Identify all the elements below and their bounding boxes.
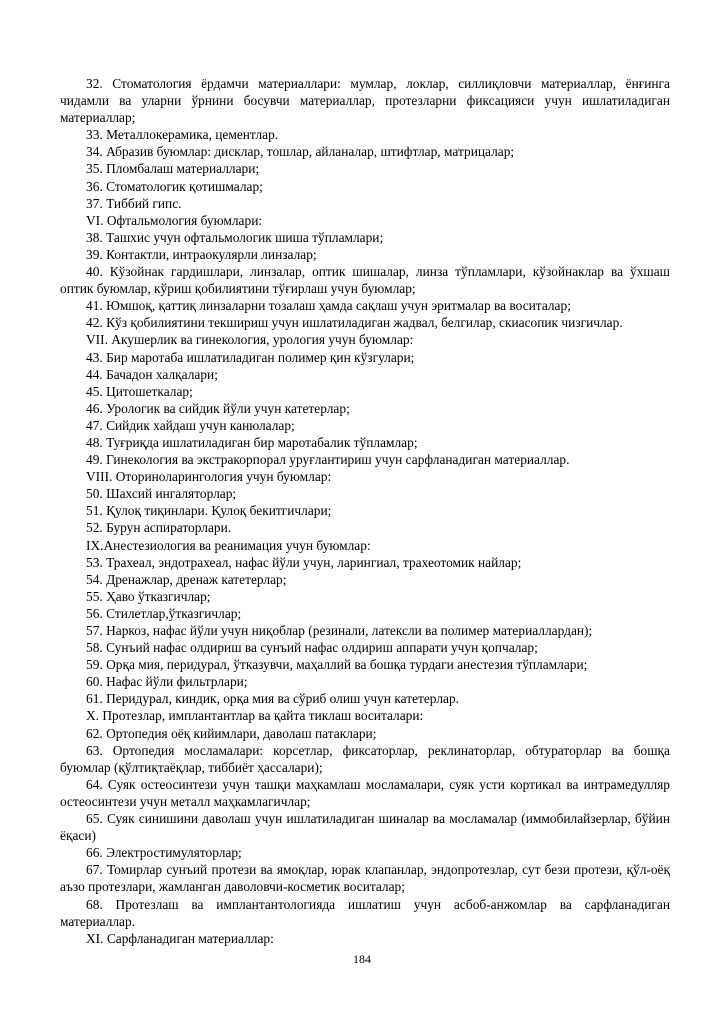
list-item: 54. Дренажлар, дренаж катетерлар;	[86, 571, 287, 587]
list-item: 68. Протезлаш ва имплантантологияда ишлатиш учун асбоб-анжомлар ва сарфланадиган материаллар.	[60, 896, 670, 929]
list-item: 41. Юмшоқ, қаттиқ линзаларни тозалаш ҳамда сақлаш учун эритмалар ва воситалар;	[86, 298, 571, 314]
list-item: 37. Тиббий гипс.	[86, 195, 182, 211]
list-item: 55. Ҳаво ўтказгичлар;	[86, 588, 211, 604]
section-heading: IX.Анестезиология ва реанимация учун буюмлар:	[86, 537, 371, 553]
list-item: 40. Кўзойнак гардишлари, линзалар, оптик шишалар, линза тўпламлари, кўзойнаклар ва ўхшаш оптик буюмлар, кўриш қобилиятини тўғирлаш учун буюмлар;	[60, 264, 670, 297]
list-item: 65. Суяк синишини даволаш учун ишлатиладиган шиналар ва мосламалар (иммобилайзерлар, бўйин ёқаси)	[60, 811, 670, 844]
list-item: 59. Орқа мия, перидурал, ўтказувчи, маҳаллий ва бошқа турдаги анестезия тўпламлари;	[86, 657, 588, 673]
list-item: 44. Бачадон халқалари;	[86, 366, 218, 382]
list-item: 32. Стоматология ёрдамчи материаллари: мумлар, локлар, силлиқловчи материаллар, ёнғинга чидамли ва уларни ўрнини босувчи материаллар, протезларни фиксацияси учун ишлатиладиган материаллар;	[60, 76, 670, 126]
list-item: 42. Кўз қобилиятини текшириш учун ишлатиладиган жадвал, белгилар, скиасопик чизгичлар.	[86, 315, 623, 331]
section-heading: VI. Офтальмология буюмлари:	[86, 212, 263, 228]
list-item: 56. Стилетлар,ўтказгичлар;	[86, 605, 242, 621]
list-item: 47. Сийдик хайдаш учун канюлалар;	[86, 417, 295, 433]
list-item: 46. Урологик ва сийдик йўли учун катетерлар;	[86, 400, 350, 416]
list-item: 43. Бир маротаба ишлатиладиган полимер қин кўзгулари;	[86, 349, 415, 365]
section-heading: VIII. Оториноларингология учун буюмлар:	[86, 469, 332, 485]
list-item: 35. Пломбалаш материаллари;	[86, 161, 260, 177]
list-item: 49. Гинекология ва экстракорпорал уруғлантириш учун сарфланадиган материаллар.	[86, 452, 570, 468]
list-item: 51. Қулоқ тиқинлари. Қулоқ бекитгичлари;	[86, 503, 332, 519]
section-heading: X. Протезлар, имплантантлар ва қайта тиклаш воситалари:	[86, 708, 424, 724]
document-body	[60, 75, 670, 947]
list-item: 36. Стоматологик қотишмалар;	[86, 178, 263, 194]
list-item: 39. Контактли, интраокулярли линзалар;	[86, 246, 317, 262]
list-item: 53. Трахеал, эндотрахеал, нафас йўли учун, ларингиал, трахеотомик найлар;	[86, 554, 522, 570]
list-item: 62. Ортопедия оёқ кийимлари, даволаш патаклари;	[86, 725, 377, 741]
list-item: 33. Металлокерамика, цементлар.	[86, 127, 279, 143]
list-item: 64. Суяк остеосинтези учун ташқи маҳкамлаш мосламалари, суяк усти кортикал ва интрамедулляр остеосинтези учун металл маҳкамлагичлар;	[60, 776, 670, 809]
list-item: 52. Бурун аспираторлари.	[86, 520, 232, 536]
list-item: 63. Ортопедия мосламалари: корсетлар, фиксаторлар, реклинаторлар, обтураторлар ва бошқа буюмлар (қўлтиқтаёқлар, тиббиёт ҳассалари);	[60, 742, 670, 775]
list-item: 67. Томирлар сунъий протези ва ямоқлар, юрак клапанлар, эндопротезлар, сут бези протези, қўл-оёқ аъзо протезлари, жамланган даволовчи-косметик воситалар;	[60, 862, 670, 895]
list-item: 60. Нафас йўли фильтрлари;	[86, 674, 248, 690]
section-heading: XI. Сарфланадиган материаллар:	[86, 930, 274, 946]
list-item: 34. Абразив буюмлар: дисклар, тошлар, айланалар, штифтлар, матрицалар;	[86, 144, 515, 160]
list-item: 61. Перидурал, киндик, орқа мия ва сўриб олиш учун катетерлар.	[86, 691, 459, 707]
list-item: 57. Наркоз, нафас йўли учун ниқоблар (резинали, латексли ва полимер материаллардан);	[86, 623, 593, 638]
page-number: 184	[353, 952, 371, 966]
list-item: 48. Туғриқда ишлатиладиган бир маротабалик тўпламлар;	[86, 434, 418, 450]
list-item: 50. Шахсий ингаляторлар;	[86, 486, 237, 502]
list-item: 45. Цитошеткалар;	[86, 383, 193, 399]
section-heading: VII. Акушерлик ва гинекология, урология учун буюмлар:	[86, 332, 414, 348]
list-item: 38. Ташхис учун офтальмологик шиша тўпламлари;	[86, 229, 384, 245]
list-item: 58. Сунъий нафас олдириш ва сунъий нафас олдириш аппарати учун қопчалар;	[86, 640, 538, 656]
list-item: 66. Электростимуляторлар;	[86, 845, 242, 861]
